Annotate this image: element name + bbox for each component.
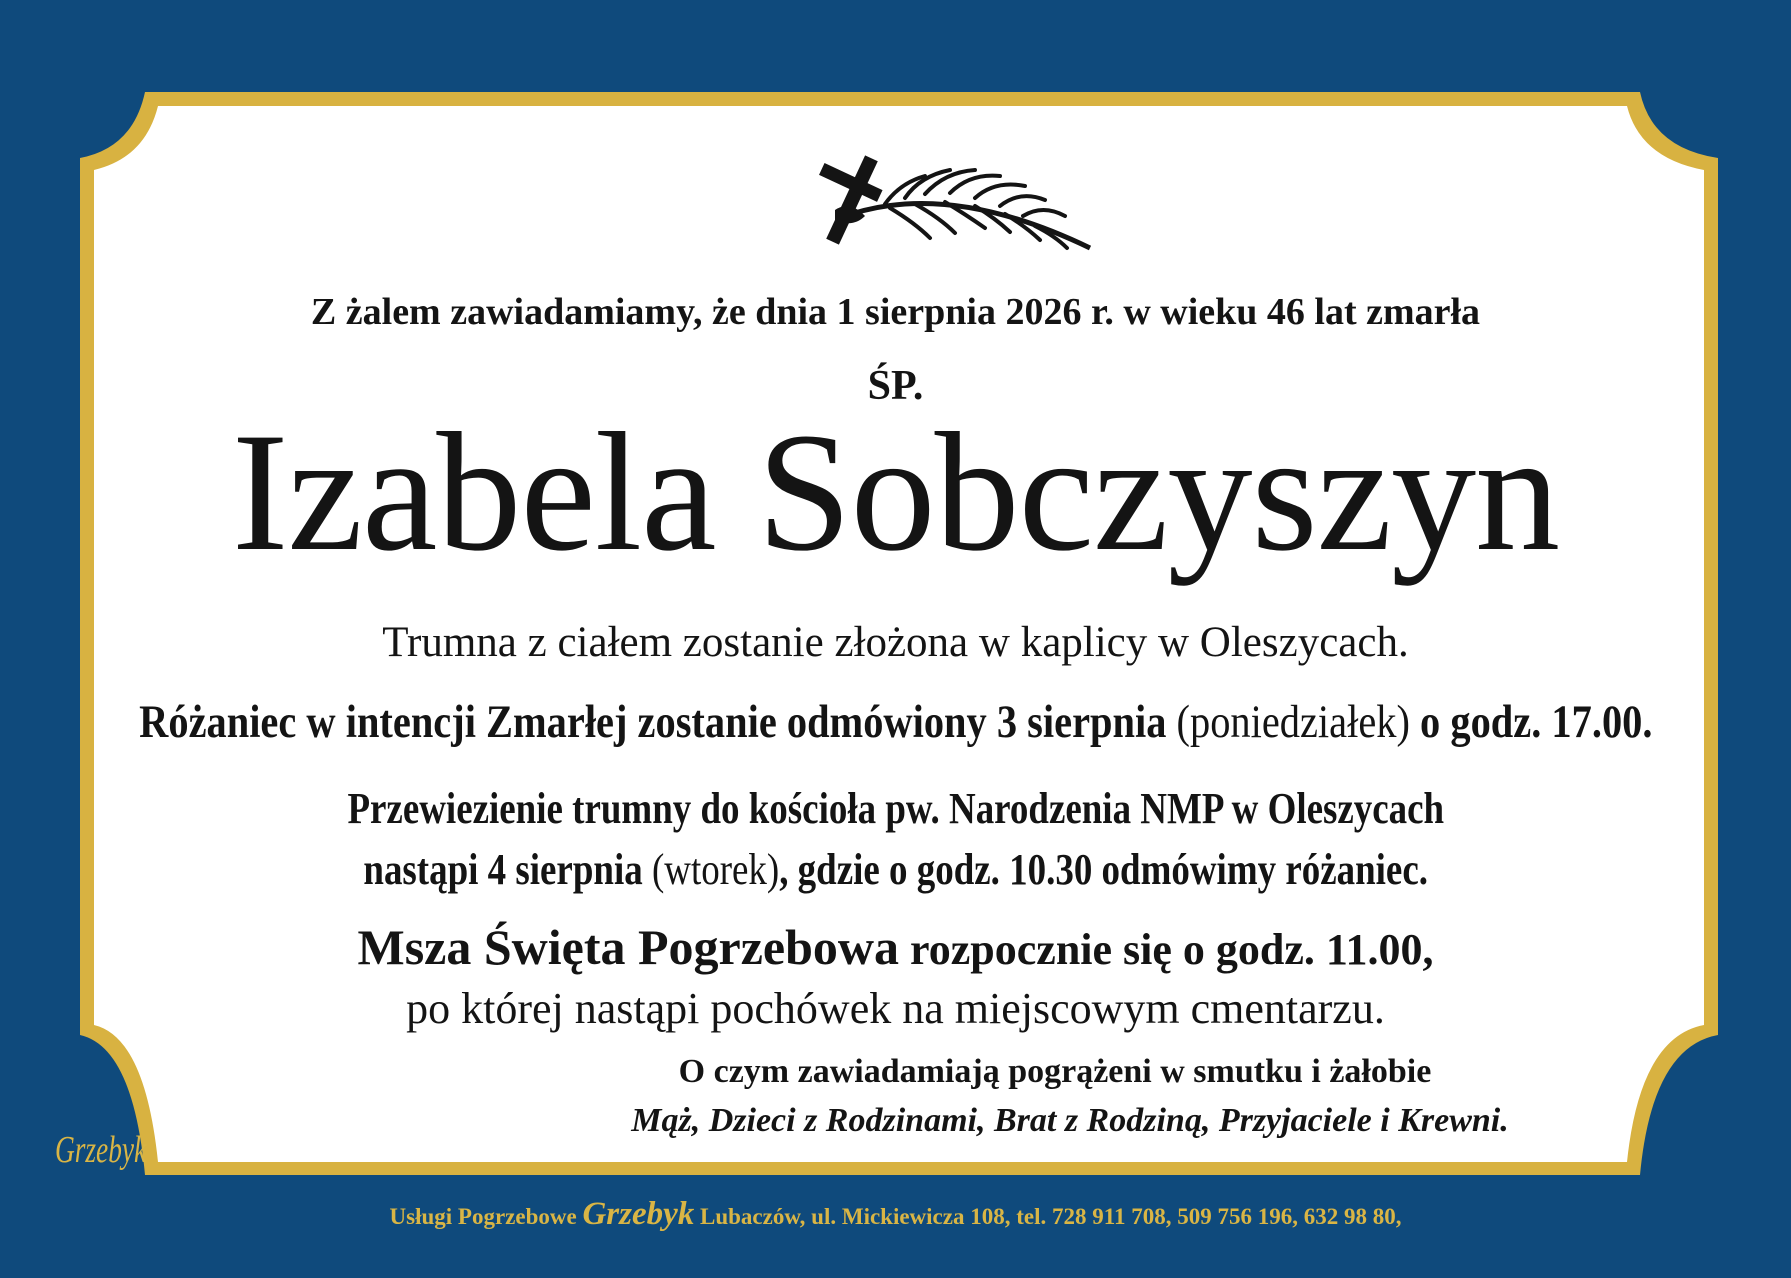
side-logo: Grzebyk: [55, 1129, 147, 1171]
footer-prefix: Usługi Pogrzebowe: [389, 1204, 577, 1229]
transport-text: Przewiezienie trumny do kościoła pw. Narodzenia NMP w Oleszycach: [347, 784, 1444, 833]
prefix-sp: ŚP.: [867, 363, 924, 409]
cross-palm-icon: [805, 148, 1095, 258]
deceased-name: Izabela Sobczyszyn: [231, 398, 1560, 586]
transport-date: nastąpi 4 sierpnia: [363, 845, 643, 894]
transport-day: (wtorek): [651, 845, 780, 894]
rosary-line: [0, 695, 1791, 749]
burial-line: po której nastąpi pochówek na miejscowym cmentarzu.: [406, 984, 1385, 1033]
mass-title: Msza Święta Pogrzebowa: [357, 919, 900, 975]
transport-date-line: [0, 844, 1791, 895]
footer-brand: Grzebyk: [582, 1196, 695, 1232]
mourners-list: Mąż, Dzieci z Rodzinami, Brat z Rodziną, Przyjaciele i Krewni.: [631, 1102, 1509, 1139]
footer-contact: [0, 1196, 1791, 1233]
mass-line: [0, 918, 1791, 976]
rosary-text: Różaniec w intencji Zmarłej zostanie odmówiony 3 sierpnia: [138, 696, 1167, 748]
coffin-line: Trumna z ciałem zostanie złożona w kaplicy w Oleszycach.: [382, 619, 1409, 666]
transport-rosary: , gdzie o godz. 10.30 odmówimy różaniec.: [779, 845, 1428, 894]
footer-address: Lubaczów, ul. Mickiewicza 108, tel. 728 911 708, 509 756 196, 632 98 80,: [700, 1204, 1402, 1229]
rosary-time: o godz. 17.00.: [1419, 696, 1653, 748]
mass-time: rozpocznie się o godz. 11.00,: [910, 925, 1434, 974]
mourners-intro: O czym zawiadamiają pogrążeni w smutku i żałobie: [678, 1053, 1432, 1090]
rosary-day: (poniedziałek): [1176, 696, 1410, 748]
transport-line: [0, 783, 1791, 834]
intro-text: Z żalem zawiadamiamy, że dnia 1 sierpnia 2026 r. w wieku 46 lat zmarła: [310, 291, 1481, 333]
